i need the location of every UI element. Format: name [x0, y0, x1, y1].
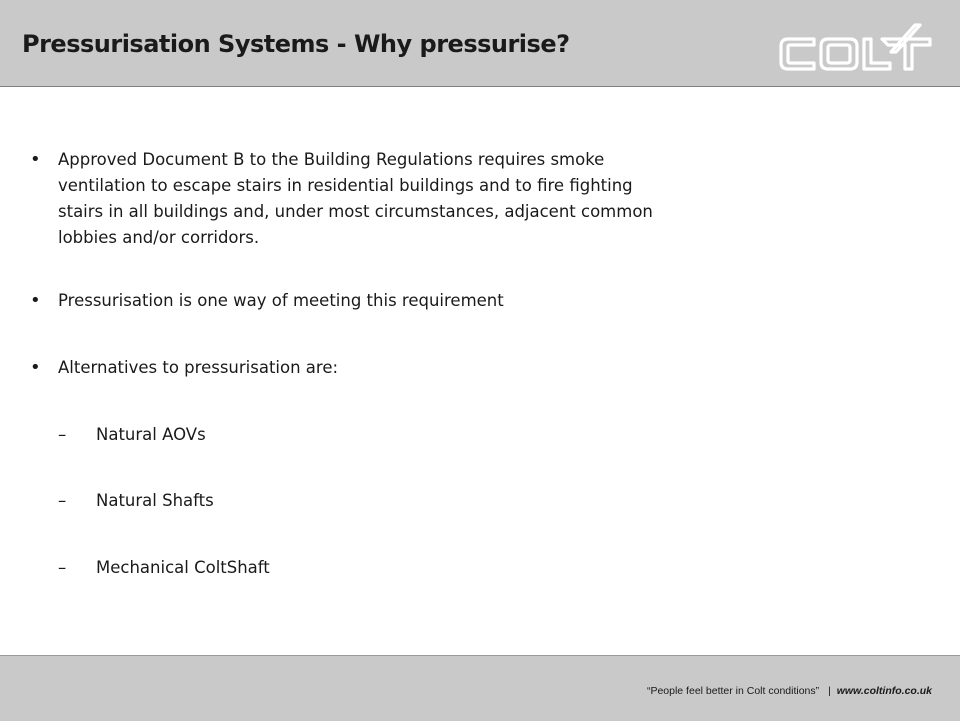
colt-logo-graphic	[778, 22, 934, 74]
bullet-dot: •	[30, 290, 41, 311]
slide-footer	[0, 655, 960, 721]
bullet-item	[0, 288, 700, 314]
page-title: Pressurisation Systems - Why pressurise?	[22, 30, 570, 58]
colt-logo	[778, 22, 934, 74]
slide-header	[0, 0, 960, 87]
dash-marker: –	[58, 425, 67, 444]
bullet-item	[0, 355, 700, 381]
website-link[interactable]: www.coltinfo.co.uk	[836, 685, 932, 697]
tagline-separator: |	[828, 685, 831, 697]
bullet-text: Alternatives to pressurisation are:	[58, 358, 339, 377]
sub-list-item	[0, 488, 700, 514]
sub-item-text: Natural Shafts	[96, 491, 214, 510]
dash-marker: –	[58, 491, 67, 510]
bullet-dot: •	[30, 357, 41, 378]
dash-marker: –	[58, 558, 67, 577]
sub-item-text: Natural AOVs	[96, 425, 206, 444]
sub-list-item	[0, 422, 700, 448]
sub-list-item	[0, 555, 700, 581]
footer-tagline	[647, 685, 932, 697]
tagline-quote: “People feel better in Colt conditions”	[646, 685, 820, 697]
bullet-text: Approved Document B to the Building Regulations requires smoke ventilation to escape stairs in residential buildings and to fire fighting stairs in all buildings and, under most circumstances, adjacent common lobbies and/or corridors.	[58, 150, 653, 247]
slide-content	[0, 87, 960, 655]
bullet-dot: •	[30, 149, 41, 170]
sub-item-text: Mechanical ColtShaft	[96, 558, 270, 577]
bullet-item	[0, 147, 700, 257]
bullet-text: Pressurisation is one way of meeting this requirement	[58, 291, 504, 310]
